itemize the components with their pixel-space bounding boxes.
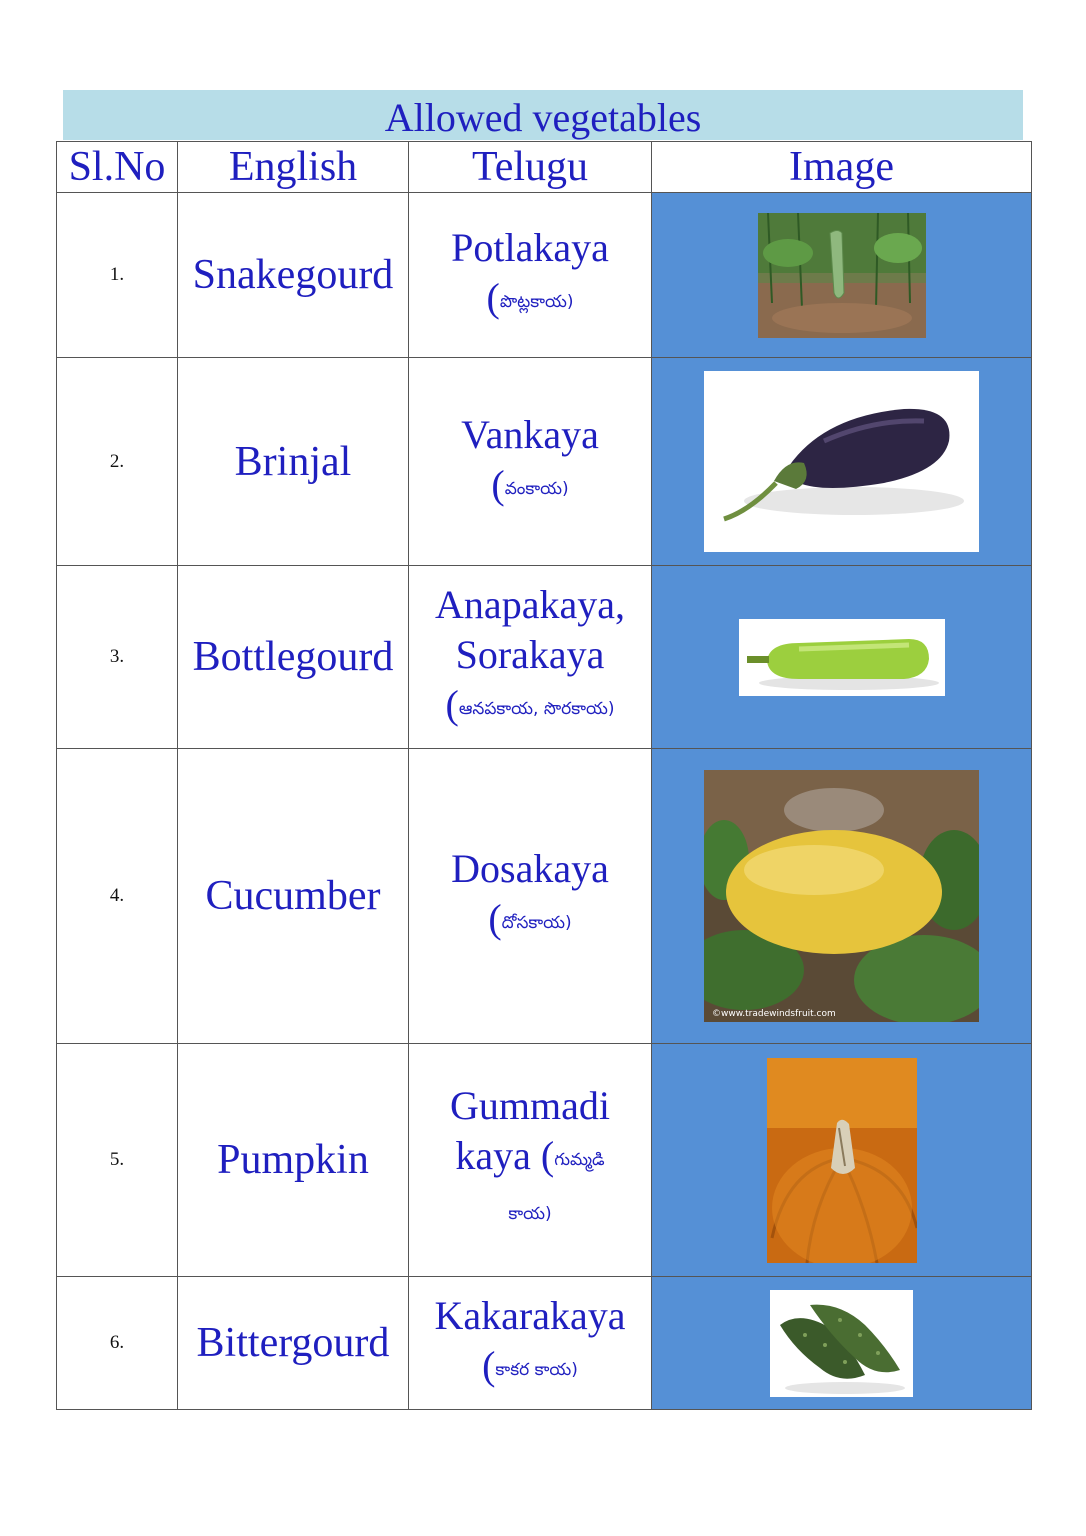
image-cell — [652, 1044, 1032, 1277]
header-telugu: Telugu — [409, 142, 652, 193]
telugu-transliteration: Kakarakaya — [434, 1293, 626, 1339]
header-slno: Sl.No — [57, 142, 178, 193]
telugu-transliteration: Vankaya — [461, 411, 599, 457]
header-english: English — [178, 142, 409, 193]
bottlegourd-image — [739, 619, 945, 696]
telugu-script: కాకర కాయ — [495, 1359, 572, 1380]
serial-number: 3. — [57, 566, 178, 749]
telugu-name — [409, 1277, 652, 1410]
header-row — [57, 142, 1032, 193]
telugu-transliteration: Potlakaya — [451, 225, 609, 271]
telugu-script-line: (కాకర కాయ) — [482, 1343, 578, 1389]
telugu-script-line: (దోసకాయ) — [488, 896, 572, 942]
image-cell — [652, 358, 1032, 566]
telugu-script: వంకాయ — [504, 478, 562, 499]
image-cell — [652, 566, 1032, 749]
telugu-transliteration: Dosakaya — [451, 846, 609, 892]
telugu-name — [409, 1044, 652, 1277]
english-name: Pumpkin — [178, 1044, 409, 1277]
bittergourd-image — [770, 1290, 913, 1397]
english-name: Bottlegourd — [178, 566, 409, 749]
table-row — [57, 193, 1032, 358]
telugu-script-line: కాయ) — [508, 1203, 552, 1224]
telugu-name — [409, 358, 652, 566]
telugu-name — [409, 566, 652, 749]
table-row — [57, 358, 1032, 566]
telugu-script-line: (వంకాయ) — [491, 461, 569, 507]
telugu-name — [409, 193, 652, 358]
telugu-transliteration: Sorakaya — [455, 632, 605, 678]
telugu-name — [409, 749, 652, 1044]
image-cell — [652, 749, 1032, 1044]
snakegourd-image — [758, 213, 926, 338]
telugu-script: గుమ్మడి — [554, 1150, 605, 1170]
telugu-transliteration: Anapakaya, — [435, 582, 625, 628]
serial-number: 1. — [57, 193, 178, 358]
telugu-transliteration: kaya — [455, 1133, 531, 1179]
english-name: Snakegourd — [178, 193, 409, 358]
image-credit: ©www.tradewindsfruit.com — [712, 1009, 836, 1019]
telugu-script: దోసకాయ — [501, 912, 565, 933]
vegetables-table — [56, 141, 1032, 1410]
cucumber-image — [704, 770, 979, 1022]
table-row — [57, 1044, 1032, 1277]
serial-number: 4. — [57, 749, 178, 1044]
telugu-script-line: (పొట్లకాయ) — [486, 275, 574, 321]
table-title: Allowed vegetables — [63, 90, 1023, 140]
english-name: Cucumber — [178, 749, 409, 1044]
telugu-script: పొట్లకాయ — [499, 291, 567, 312]
table-row — [57, 1277, 1032, 1410]
serial-number: 5. — [57, 1044, 178, 1277]
serial-number: 2. — [57, 358, 178, 566]
image-cell — [652, 1277, 1032, 1410]
table-row — [57, 749, 1032, 1044]
english-name: Bittergourd — [178, 1277, 409, 1410]
brinjal-image — [704, 371, 979, 552]
serial-number: 6. — [57, 1277, 178, 1410]
table-row — [57, 566, 1032, 749]
english-name: Brinjal — [178, 358, 409, 566]
pumpkin-image — [767, 1058, 917, 1263]
telugu-script: కాయ — [508, 1203, 545, 1224]
header-image: Image — [652, 142, 1032, 193]
telugu-script: ఆనపకాయ, సొరకాయ — [458, 698, 608, 719]
telugu-script-line: (ఆనపకాయ, సొరకాయ) — [445, 682, 615, 728]
image-cell — [652, 193, 1032, 358]
telugu-script-line: kaya (గుమ్మడి — [455, 1133, 605, 1179]
telugu-transliteration: Gummadi — [450, 1083, 610, 1129]
